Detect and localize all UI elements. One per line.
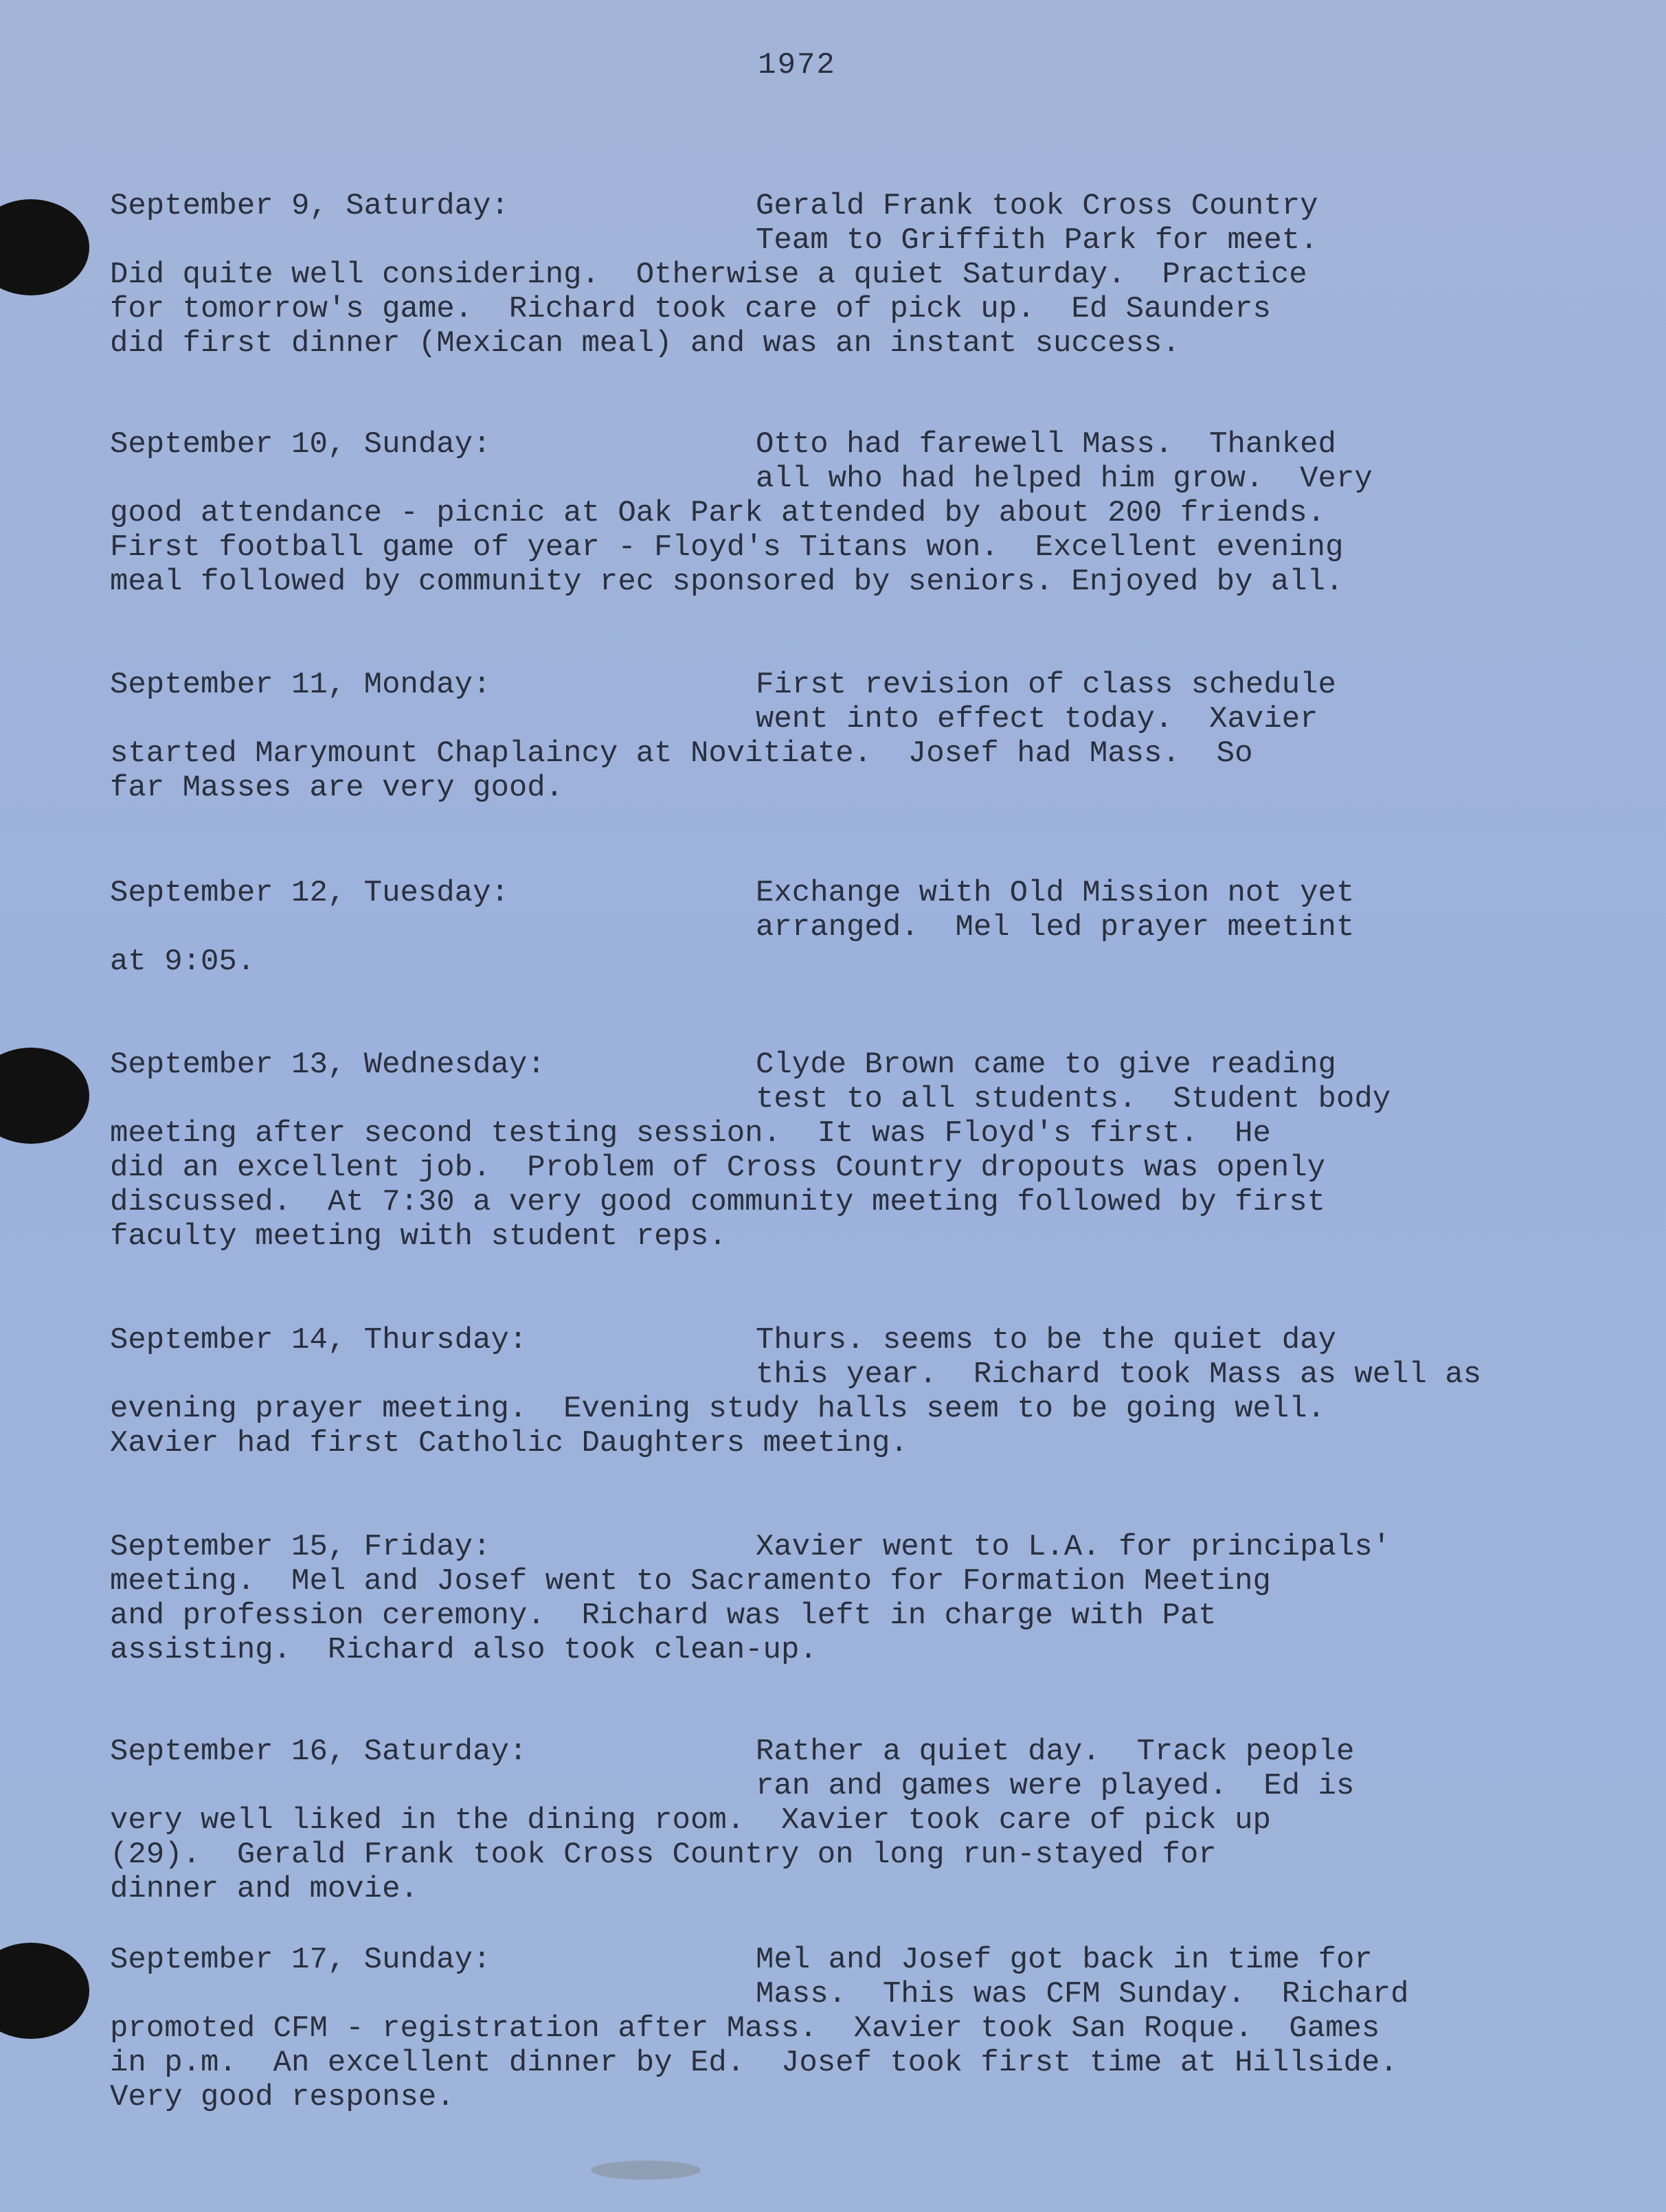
- entry-text-line: did an excellent job. Problem of Cross Country dropouts was openly: [110, 1151, 1326, 1185]
- entry-text-line: Very good response.: [110, 2080, 455, 2114]
- entry-date: September 13, Wednesday:: [110, 1048, 545, 1082]
- entry-text-line: Team to Griffith Park for meet.: [756, 223, 1318, 258]
- page-year: 1972: [758, 48, 836, 82]
- entry-text-line: dinner and movie.: [110, 1872, 418, 1906]
- entry-date: September 15, Friday:: [110, 1530, 491, 1564]
- entry-text-line: evening prayer meeting. Evening study halls seem to be going well.: [110, 1392, 1326, 1426]
- entry-text-line: Gerald Frank took Cross Country: [756, 189, 1318, 223]
- binder-hole-middle: [0, 1048, 89, 1144]
- entry-text-line: Exchange with Old Mission not yet: [756, 876, 1355, 910]
- entry-date: September 10, Sunday:: [110, 427, 491, 462]
- entry-text-line: promoted CFM - registration after Mass. Xavier took San Roque. Games: [110, 2011, 1380, 2046]
- entry-text-line: and profession ceremony. Richard was left in charge with Pat: [110, 1599, 1217, 1633]
- entry-text-line: Rather a quiet day. Track people: [756, 1735, 1355, 1769]
- entry-text-line: Otto had farewell Mass. Thanked: [756, 427, 1336, 462]
- entry-text-line: meal followed by community rec sponsored by seniors. Enjoyed by all.: [110, 565, 1344, 599]
- entry-text-line: did first dinner (Mexican meal) and was an instant success.: [110, 326, 1180, 361]
- entry-date: September 11, Monday:: [110, 668, 491, 702]
- entry-text-line: arranged. Mel led prayer meetint: [756, 910, 1355, 945]
- entry-text-line: meeting. Mel and Josef went to Sacramento for Formation Meeting: [110, 1564, 1271, 1599]
- entry-text-line: this year. Richard took Mass as well as: [756, 1357, 1482, 1392]
- entry-text-line: Xavier had first Catholic Daughters meeting.: [110, 1426, 908, 1460]
- entry-text-line: Did quite well considering. Otherwise a quiet Saturday. Practice: [110, 258, 1307, 292]
- entry-text-line: Thurs. seems to be the quiet day: [756, 1323, 1336, 1357]
- binder-hole-bottom: [0, 1943, 89, 2039]
- entry-text-line: for tomorrow's game. Richard took care of pick up. Ed Saunders: [110, 292, 1271, 326]
- entry-text-line: all who had helped him grow. Very: [756, 462, 1373, 496]
- binder-hole-top: [0, 199, 89, 295]
- entry-text-line: (29). Gerald Frank took Cross Country on long run-stayed for: [110, 1838, 1217, 1872]
- entry-date: September 14, Thursday:: [110, 1323, 528, 1357]
- entry-text-line: started Marymount Chaplaincy at Novitiate. Josef had Mass. So: [110, 736, 1253, 771]
- entry-date: September 16, Saturday:: [110, 1735, 528, 1769]
- entry-text-line: discussed. At 7:30 a very good community meeting followed by first: [110, 1185, 1326, 1219]
- entry-date: September 17, Sunday:: [110, 1943, 491, 1977]
- paper-smudge: [591, 2160, 701, 2180]
- entry-text-line: First revision of class schedule: [756, 668, 1336, 702]
- entry-text-line: Xavier went to L.A. for principals': [756, 1530, 1391, 1564]
- entry-text-line: faculty meeting with student reps.: [110, 1219, 727, 1254]
- entry-text-line: Mel and Josef got back in time for: [756, 1943, 1373, 1977]
- entry-text-line: far Masses are very good.: [110, 771, 564, 805]
- entry-text-line: good attendance - picnic at Oak Park attended by about 200 friends.: [110, 496, 1326, 530]
- entry-text-line: Clyde Brown came to give reading: [756, 1048, 1336, 1082]
- entry-text-line: Mass. This was CFM Sunday. Richard: [756, 1977, 1409, 2011]
- entry-text-line: ran and games were played. Ed is: [756, 1769, 1355, 1803]
- entry-text-line: First football game of year - Floyd's Titans won. Excellent evening: [110, 530, 1344, 565]
- entry-text-line: test to all students. Student body: [756, 1082, 1391, 1116]
- entry-text-line: in p.m. An excellent dinner by Ed. Josef took first time at Hillside.: [110, 2046, 1398, 2080]
- entry-text-line: at 9:05.: [110, 945, 256, 979]
- entry-text-line: assisting. Richard also took clean-up.: [110, 1633, 818, 1667]
- entry-date: September 9, Saturday:: [110, 189, 509, 223]
- entry-text-line: very well liked in the dining room. Xavier took care of pick up: [110, 1803, 1271, 1838]
- entry-date: September 12, Tuesday:: [110, 876, 509, 910]
- entry-text-line: meeting after second testing session. It was Floyd's first. He: [110, 1116, 1271, 1151]
- entry-text-line: went into effect today. Xavier: [756, 702, 1318, 736]
